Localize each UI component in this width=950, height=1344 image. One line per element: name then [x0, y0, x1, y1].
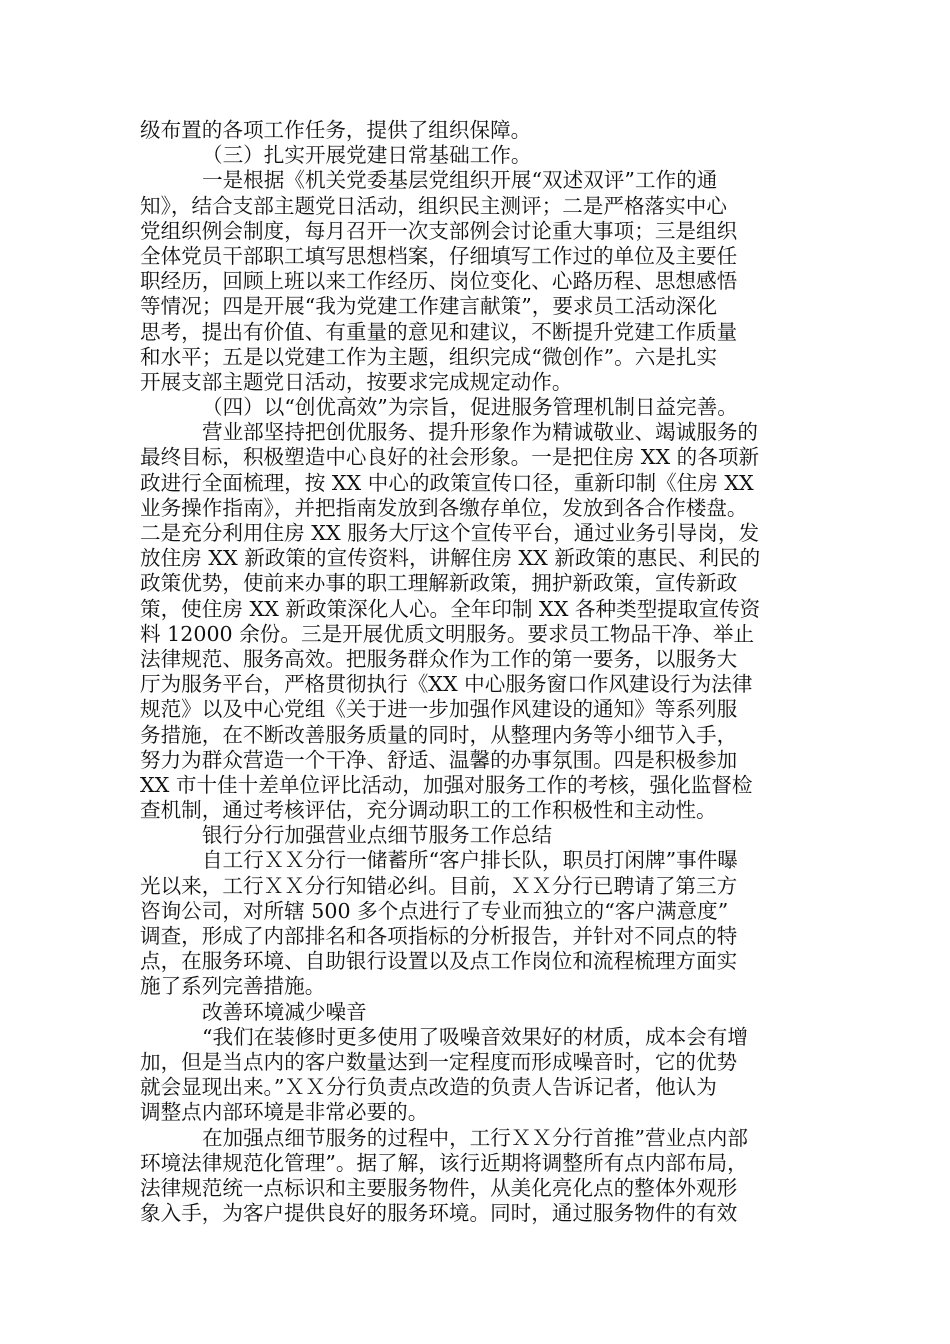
text-line: XX 市十佳十差单位评比活动，加强对服务工作的考核，强化监督检 [140, 772, 753, 797]
text-line: 环境法律规范化管理”。据了解，该行近期将调整所有点内部布局， [140, 1150, 748, 1175]
text-line: 施了系列完善措施。 [140, 974, 326, 999]
text-line: 调查，形成了内部排名和各项指标的分析报告，并针对不同点的特 [140, 924, 738, 948]
text-line: 自工行ＸＸ分行一储蓄所“客户排长队，职员打闲牌”事件曝 [202, 848, 738, 873]
text-line: 全体党员干部职工填写思想档案，仔细填写工作过的单位及主要任 [140, 243, 738, 268]
text-line: 等情况；四是开展“我为党建工作建言献策”，要求员工活动深化 [140, 294, 718, 319]
text-line: 在加强点细节服务的过程中，工行ＸＸ分行首推”营业点内部 [202, 1125, 748, 1150]
text-line: 加，但是当点内的客户数量达到一定程度而形成噪音时，它的优势 [140, 1049, 738, 1074]
text-line: 放住房 XX 新政策的宣传资料，讲解住房 XX 新政策的惠民、利民的 [140, 546, 761, 571]
text-line: 厅为服务平台，严格贯彻执行《XX 中心服务窗口作风建设行为法律 [140, 672, 753, 697]
text-line: 象入手，为客户提供良好的服务环境。同时，通过服务物件的有效 [140, 1201, 738, 1226]
text-line: 一是根据《机关党委基层党组织开展“双述双评”工作的通 [202, 168, 718, 193]
text-line: 法律规范统一点标识和主要服务物件，从美化亮化点的整体外观形 [140, 1175, 738, 1200]
text-line: 查机制，通过考核评估，充分调动职工的工作积极性和主动性。 [140, 798, 717, 823]
text-line: 思考，提出有价值、有重量的意见和建议，不断提升党建工作质量 [140, 319, 738, 344]
text-line: 策，使住房 XX 新政策深化人心。全年印制 XX 各种类型提取宣传资 [140, 596, 761, 621]
document-body [140, 118, 820, 1226]
text-line: 点，在服务环境、自助银行设置以及点工作岗位和流程梳理方面实 [140, 949, 738, 974]
text-line: 政策优势，使前来办事的职工理解新政策，拥护新政策，宣传新政 [140, 571, 738, 596]
text-line: （四）以“创优高效”为宗旨，促进服务管理机制日益完善。 [202, 395, 738, 420]
text-line: 党组织例会制度，每月召开一次支部例会讨论重大事项；三是组织 [140, 218, 738, 243]
text-line: 政进行全面梳理，按 XX 中心的政策宣传口径，重新印制《住房 XX [140, 470, 754, 495]
text-line: 就会显现出来。”ＸＸ分行负责点改造的负责人告诉记者，他认为 [140, 1075, 717, 1100]
text-line: 规范》以及中心党组《关于进一步加强作风建设的通知》等系列服 [140, 697, 738, 722]
text-line: 营业部坚持把创优服务、提升形象作为精诚敬业、竭诚服务的 [202, 420, 759, 445]
text-line: 光以来，工行ＸＸ分行知错必纠。目前，ＸＸ分行已聘请了第三方 [140, 873, 738, 898]
text-line: 二是充分利用住房 XX 服务大厅这个宣传平台，通过业务引导岗，发 [140, 521, 760, 545]
text-line: 最终目标，积极塑造中心良好的社会形象。一是把住房 XX 的各项新 [140, 445, 760, 470]
text-line: 职经历，回顾上班以来工作经历、岗位变化、心路历程、思想感悟 [140, 269, 738, 294]
text-line: 咨询公司，对所辖 500 多个点进行了专业而独立的“客户满意度” [140, 898, 729, 923]
text-line: 和水平；五是以党建工作为主题，组织完成“微创作”。六是扎实 [140, 344, 718, 369]
text-line: 法律规范、服务高效。把服务群众作为工作的第一要务，以服务大 [140, 646, 738, 671]
text-line: 银行分行加强营业点细节服务工作总结 [202, 823, 553, 848]
text-line: 知》，结合支部主题党日活动，组织民主测评；二是严格落实中心 [140, 193, 727, 218]
text-line: 调整点内部环境是非常必要的。 [140, 1100, 429, 1125]
text-line: 级布置的各项工作任务，提供了组织保障。 [140, 118, 532, 142]
text-line: 料 12000 余份。三是开展优质文明服务。要求员工物品干净、举止 [140, 621, 755, 646]
text-line: 开展支部主题党日活动，按要求完成规定动作。 [140, 369, 573, 394]
text-line: 务措施，在不断改善服务质量的同时，从整理内务等小细节入手， [140, 722, 738, 747]
text-line: “我们在装修时更多使用了吸噪音效果好的材质，成本会有增 [202, 1024, 748, 1049]
text-line: 改善环境减少噪音 [202, 999, 367, 1024]
text-line: （三）扎实开展党建日常基础工作。 [202, 143, 532, 168]
text-line: 努力为群众营造一个干净、舒适、温馨的办事氛围。四是积极参加 [140, 747, 738, 772]
text-line: 业务操作指南》，并把指南发放到各缴存单位，发放到各合作楼盘。 [140, 495, 748, 520]
